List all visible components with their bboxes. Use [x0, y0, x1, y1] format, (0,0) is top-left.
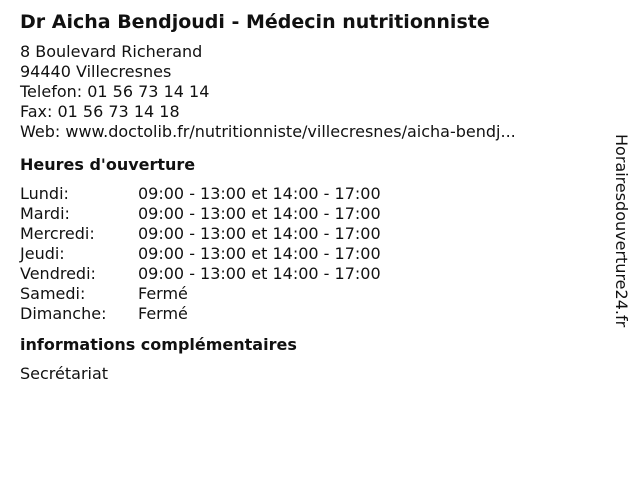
- address-street: 8 Boulevard Richerand: [20, 42, 203, 61]
- site-watermark: Horairesdouverture24.fr: [612, 134, 631, 328]
- hours-thursday: 09:00 - 13:00 et 14:00 - 17:00: [138, 244, 381, 263]
- listing-card: [20, 8, 600, 384]
- address-city: 94440 Villecresnes: [20, 62, 172, 81]
- page-title: Dr Aicha Bendjoudi - Médecin nutritionniste: [20, 11, 490, 33]
- additional-info-heading: informations complémentaires: [20, 335, 297, 354]
- opening-hours-table: [20, 184, 600, 324]
- day-label-saturday: Samedi:: [20, 284, 86, 303]
- hours-friday: 09:00 - 13:00 et 14:00 - 17:00: [138, 264, 381, 283]
- opening-hours-heading: Heures d'ouverture: [20, 155, 196, 174]
- day-label-monday: Lundi:: [20, 184, 69, 203]
- hours-sunday: Fermé: [138, 304, 188, 323]
- day-label-friday: Vendredi:: [20, 264, 96, 283]
- day-label-sunday: Dimanche:: [20, 304, 107, 323]
- phone-number: Telefon: 01 56 73 14 14: [20, 82, 210, 101]
- fax-number: Fax: 01 56 73 14 18: [20, 102, 180, 121]
- hours-tuesday: 09:00 - 13:00 et 14:00 - 17:00: [138, 204, 381, 223]
- day-label-tuesday: Mardi:: [20, 204, 70, 223]
- hours-saturday: Fermé: [138, 284, 188, 303]
- additional-info-text: Secrétariat: [20, 364, 109, 383]
- day-label-thursday: Jeudi:: [20, 244, 65, 263]
- hours-monday: 09:00 - 13:00 et 14:00 - 17:00: [138, 184, 381, 203]
- hours-wednesday: 09:00 - 13:00 et 14:00 - 17:00: [138, 224, 381, 243]
- day-label-wednesday: Mercredi:: [20, 224, 95, 243]
- website-link[interactable]: Web: www.doctolib.fr/nutritionniste/villecresnes/aicha-bendj...: [20, 122, 516, 141]
